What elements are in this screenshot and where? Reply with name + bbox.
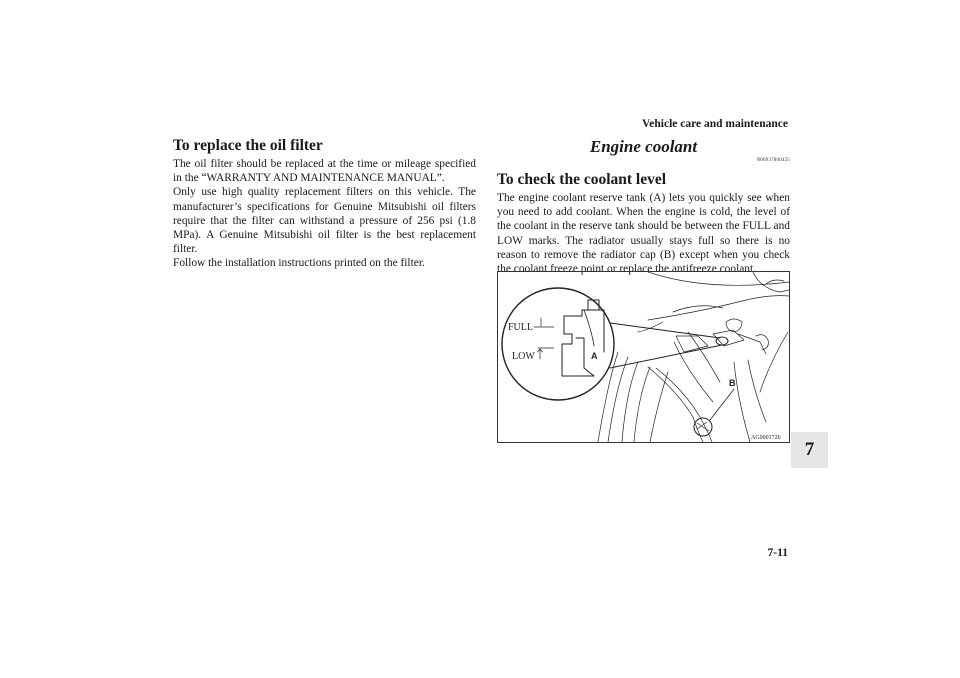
page-number: 7-11 bbox=[767, 547, 788, 559]
oil-filter-paragraph-1: The oil filter should be replaced at the time or mileage specified in the “WARRANTY AND MAINTENANCE MANUAL”. bbox=[173, 158, 476, 185]
oil-filter-paragraph-3: Follow the installation instructions printed on the filter. bbox=[173, 257, 425, 270]
label-b: B bbox=[729, 378, 736, 388]
figure-code: AG0001726 bbox=[751, 435, 781, 441]
right-column bbox=[497, 137, 790, 276]
section-title: Engine coolant bbox=[589, 137, 698, 156]
left-column bbox=[173, 137, 476, 271]
engine-bay-lines bbox=[598, 272, 789, 442]
section-code: N00937800425 bbox=[756, 158, 790, 163]
engine-bay-drawing bbox=[498, 272, 789, 442]
coolant-paragraph: The engine coolant reserve tank (A) lets you quickly see when you need to add coolant. When the engine is cold, the level of the coolant in the reserve tank should be between the FULL and LOW marks. The radiator usually stays full so there is no reason to remove the radiator cap (B) except when you check the coolant freeze point or replace the antifreeze coolant. bbox=[497, 192, 790, 276]
coolant-heading: To check the coolant level bbox=[497, 171, 667, 188]
oil-filter-paragraph-2: Only use high quality replacement filters on this vehicle. The manufacturer’s specifications for Genuine Mitsubishi oil filters require that the filter can withstand a pressure of 256 psi (1.8 MPa). A Genuine Mitsubishi oil filter is the best replacement filter. bbox=[173, 186, 476, 256]
running-header: Vehicle care and maintenance bbox=[642, 118, 788, 130]
label-low: LOW bbox=[512, 351, 535, 362]
magnifier-circle bbox=[502, 288, 614, 400]
oil-filter-heading: To replace the oil filter bbox=[173, 137, 323, 154]
label-full: FULL bbox=[508, 322, 533, 333]
coolant-illustration bbox=[497, 271, 790, 443]
chapter-tab: 7 bbox=[791, 432, 828, 468]
label-a: A bbox=[591, 351, 598, 361]
